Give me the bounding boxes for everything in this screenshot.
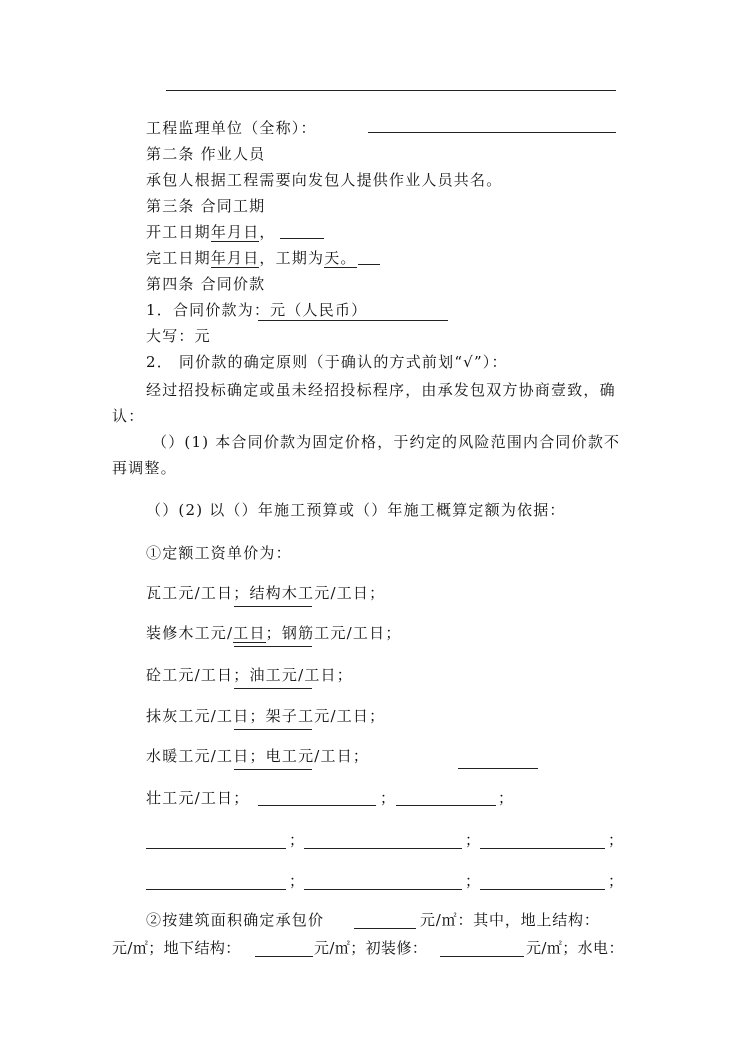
- duration-blank[interactable]: [358, 264, 380, 265]
- start-date-blank[interactable]: [280, 238, 324, 239]
- wage-row-1: 瓦工元/工日；结构木工元/工日；: [146, 584, 386, 602]
- wage-row-4-b: ；架子工元/工日；: [249, 707, 386, 725]
- wage-row-3-a: 砼工元/工日: [146, 666, 234, 684]
- option-1-cont: 再调整。: [112, 459, 177, 477]
- option-1-text: （）(1) 本合同价款为固定价格，于约定的风险范围内合同价款不: [152, 433, 621, 451]
- article-3-heading: 第三条 合同工期: [146, 197, 266, 215]
- wage-row-2: [146, 623, 402, 643]
- wage-row-4-blank[interactable]: [234, 729, 312, 730]
- area-price-cont-1: 元/㎡；地下结构：: [112, 939, 241, 957]
- wage-row-2-b[interactable]: 工日: [233, 624, 266, 642]
- end-date-label: 完工日期: [146, 249, 211, 267]
- blank-row-2-b[interactable]: [304, 889, 462, 890]
- area-price-blank[interactable]: [354, 928, 416, 929]
- wage-row-6-a: 壮工元/工日；: [146, 789, 250, 807]
- wage-row-3-b: ；油工元/: [233, 666, 305, 684]
- wage-row-4: [146, 706, 385, 726]
- wage-row-3-c: 工日；: [304, 666, 353, 684]
- blank-row-1-semi-1: ；: [289, 831, 306, 849]
- wage-row-1-blank[interactable]: [234, 606, 312, 607]
- area-price-unit: 元/㎡：其中，地上结构：: [420, 911, 600, 929]
- wage-row-5-blank[interactable]: [234, 769, 312, 770]
- blank-row-2-semi-2: ；: [465, 872, 482, 890]
- wage-row-6-blank-2[interactable]: [396, 805, 496, 806]
- start-date-comma: ，: [259, 223, 276, 241]
- top-rule: [166, 90, 616, 91]
- option-2-text: （）(2) 以（）年施工预算或（）年施工概算定额为依据：: [146, 501, 566, 519]
- price-value[interactable]: 元（人民币）: [270, 301, 368, 319]
- supervisor-line: 工程监理单位（全称）：: [146, 119, 317, 137]
- end-date-line: [146, 248, 357, 268]
- initial-decor-blank[interactable]: [440, 956, 524, 957]
- supervisor-blank[interactable]: [368, 132, 616, 133]
- wage-row-6-blank-1[interactable]: [258, 805, 376, 806]
- underground-blank[interactable]: [255, 956, 313, 957]
- wage-row-2-blank[interactable]: [234, 646, 312, 647]
- wage-row-6: [146, 788, 249, 808]
- wage-row-5-a: 水暖工元/工日: [146, 747, 250, 765]
- pricing-principle: 2． 同价款的确定原则（于确认的方式前划“√”）：: [146, 353, 508, 371]
- wage-heading: ①定额工资单价为：: [146, 544, 292, 562]
- workers-text: 承包人根据工程需要向发包人提供作业人员共名。: [146, 171, 503, 189]
- area-price-cont-2: 元/㎡；初装修：: [314, 939, 428, 957]
- blank-row-2-a[interactable]: [146, 889, 286, 890]
- wage-row-4-a: 抹灰工元/工日: [146, 707, 250, 725]
- article-2-heading: 第二条 作业人员: [146, 145, 266, 163]
- blank-row-1-semi-3: ；: [608, 831, 625, 849]
- blank-row-2-c[interactable]: [480, 889, 605, 890]
- wage-row-3-blank[interactable]: [234, 688, 312, 689]
- start-date-line: [146, 222, 276, 242]
- blank-row-2-semi-1: ；: [289, 872, 306, 890]
- wage-row-2-c: ；钢筋工元/工日；: [265, 624, 402, 642]
- area-price-label: ②按建筑面积确定承包价: [146, 911, 325, 929]
- price-blank[interactable]: [258, 320, 448, 321]
- duration-label: ，工期为: [259, 249, 325, 267]
- wage-row-5-b: ；电工元/: [249, 747, 321, 765]
- area-price-cont-3: 元/㎡；水电：: [526, 939, 624, 957]
- price-in-words: 大写：元: [146, 327, 211, 345]
- article-4-heading: 第四条 合同价款: [146, 275, 266, 293]
- duration-value[interactable]: 天。: [324, 249, 357, 267]
- price-line: [146, 300, 367, 320]
- price-label: 1．合同价款为：: [146, 301, 271, 319]
- start-date-value[interactable]: 年月日: [210, 223, 260, 241]
- blank-row-1-b[interactable]: [304, 848, 462, 849]
- blank-row-1-c[interactable]: [480, 848, 605, 849]
- start-date-label: 开工日期: [146, 223, 211, 241]
- wage-row-3: [146, 665, 353, 685]
- wage-row-5-extra-blank[interactable]: [458, 768, 538, 769]
- blank-row-1-a[interactable]: [146, 848, 286, 849]
- wage-row-5: [146, 746, 369, 766]
- pricing-text-1: 经过招投标确定或虽未经招投标程序，由承发包双方协商壹致，确: [146, 381, 616, 399]
- pricing-text-2: 认：: [112, 407, 145, 425]
- blank-row-2-semi-3: ；: [608, 872, 625, 890]
- wage-row-2-a: 装修木工元/: [146, 624, 234, 642]
- blank-row-1-semi-2: ；: [465, 831, 482, 849]
- wage-row-6-semi-2: ；: [498, 789, 515, 807]
- wage-row-6-semi-1: ；: [380, 789, 397, 807]
- wage-row-5-c: 工日；: [320, 747, 370, 765]
- end-date-value[interactable]: 年月日: [210, 249, 260, 267]
